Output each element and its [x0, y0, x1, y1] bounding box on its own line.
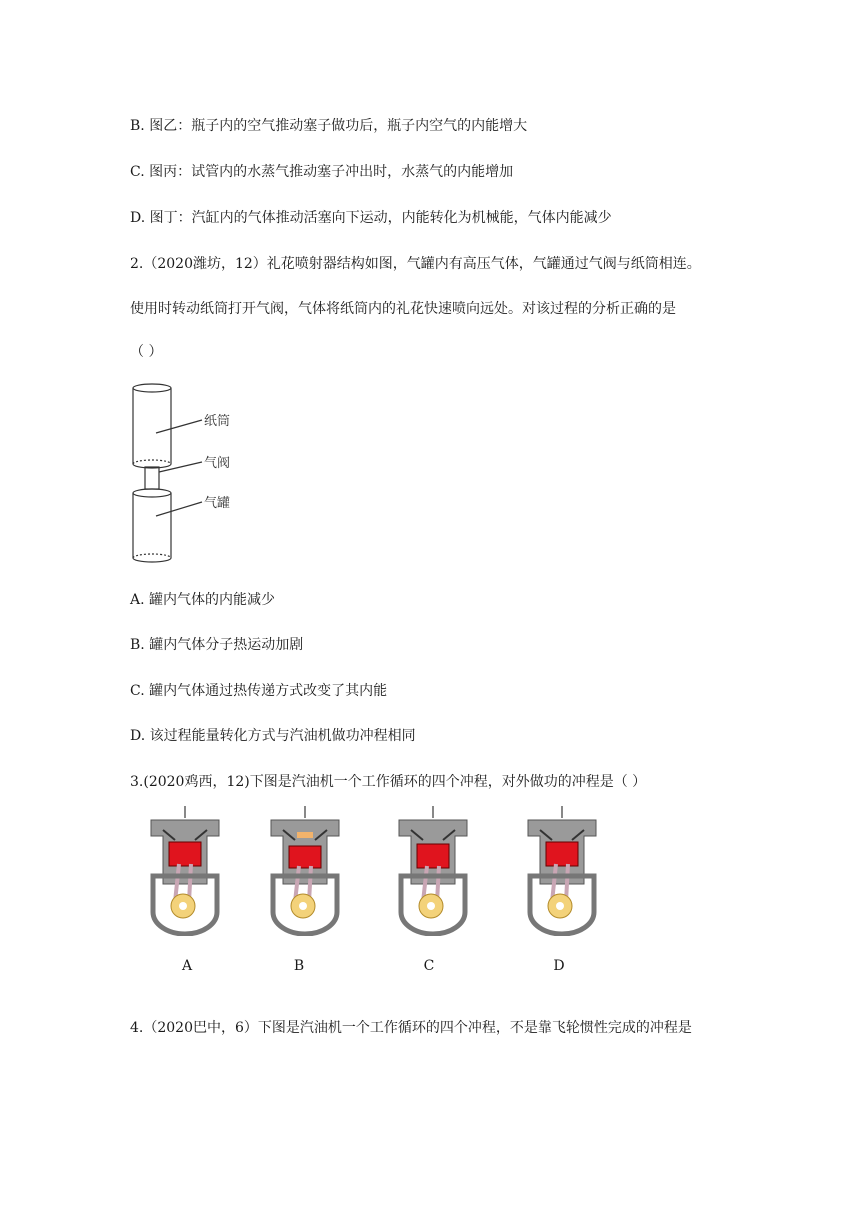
q2-option-b: B. 罐内气体分子热运动加剧	[130, 637, 304, 653]
launcher-diagram	[130, 378, 248, 568]
q2-option-d: D. 该过程能量转化方式与汽油机做功冲程相同	[130, 728, 416, 744]
tube-top-ellipse	[133, 384, 171, 392]
engine-stroke-c	[393, 806, 473, 940]
q2-option-a: A. 罐内气体的内能减少	[130, 592, 276, 608]
label-valve: 气阀	[204, 456, 231, 471]
q2-answer-blank: （ ）	[130, 344, 163, 360]
engine-label-a: A	[181, 958, 193, 974]
engine-stroke-b	[265, 806, 345, 940]
engine-stroke-d	[522, 806, 602, 940]
label-paper-tube: 纸筒	[204, 414, 231, 429]
q3-stem: 3.(2020鸡西，12)下图是汽油机一个工作循环的四个冲程，对外做功的冲程是（ ）	[130, 774, 647, 790]
q1-option-c: C. 图丙：试管内的水蒸气推动塞子冲出时，水蒸气的内能增加	[130, 164, 514, 180]
engine-stroke-a	[145, 806, 225, 940]
q4-stem: 4.（2020巴中，6）下图是汽油机一个工作循环的四个冲程，不是靠飞轮惯性完成的冲程是	[130, 1020, 692, 1036]
q2-stem-line2: 使用时转动纸筒打开气阀，气体将纸筒内的礼花快速喷向远处。对该过程的分析正确的是	[130, 301, 676, 317]
engine-label-b: B	[293, 958, 305, 974]
engine-label-c: C	[423, 958, 435, 974]
q1-option-b: B. 图乙：瓶子内的空气推动塞子做功后，瓶子内空气的内能增大	[130, 118, 528, 134]
q2-option-c: C. 罐内气体通过热传递方式改变了其内能	[130, 683, 388, 699]
label-gas-tank: 气罐	[204, 496, 231, 511]
fireworks-launcher-figure	[130, 378, 248, 568]
q1-option-d: D. 图丁：汽缸内的气体推动活塞向下运动，内能转化为机械能，气体内能减少	[130, 210, 612, 226]
engine-label-d: D	[553, 958, 565, 974]
q2-stem-line1: 2.（2020潍坊，12）礼花喷射器结构如图，气罐内有高压气体，气罐通过气阀与纸筒相连。	[130, 256, 701, 272]
